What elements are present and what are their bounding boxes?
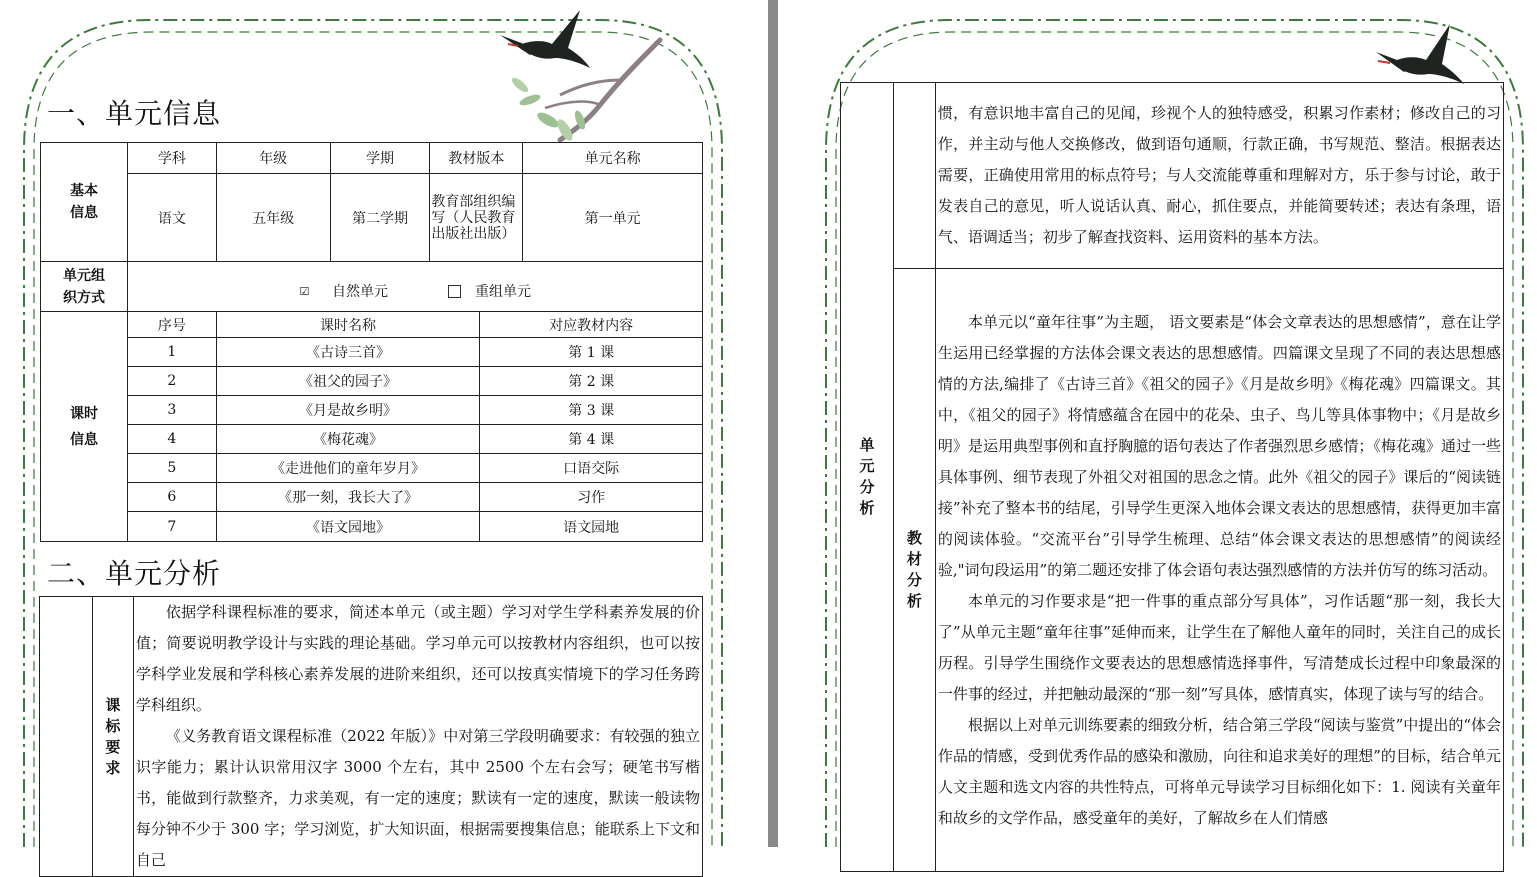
- header-subject: 学科: [127, 143, 216, 174]
- unit-info-table: [40, 142, 703, 312]
- left-page: [0, 0, 768, 869]
- regroup-unit-checkbox[interactable]: [448, 285, 461, 298]
- textbook-paragraph-2: 本单元的习作要求是“把一件事的重点部分写具体”，习作话题“那一刻，我长大了”从单元主题“童年往事”延伸而来，让学生在了解他人童年的同时，关注自己的成长历程。引导学生围绕作文要表达的思想感情选择事件，写清楚成长过程中印象最深的一件事的经过，并把触动最深的“那一刻”写具体，感情真实，体现了读与写的结合。: [937, 591, 1501, 703]
- header-textbook: 教材版本: [430, 143, 523, 174]
- continued-label-cell: [893, 83, 935, 269]
- header-lesson-name: 课时名称: [216, 312, 480, 338]
- curriculum-label: 课标要求: [105, 695, 121, 777]
- curriculum-text: [133, 597, 702, 877]
- section1-title: 一、单元信息: [47, 97, 222, 130]
- textbook-analysis-text: [935, 269, 1503, 872]
- lesson-table: [40, 311, 703, 542]
- value-unit-name: 第一单元: [523, 174, 703, 262]
- value-grade: 五年级: [216, 174, 330, 262]
- table-row: [41, 396, 703, 425]
- header-unit-name: 单元名称: [523, 143, 703, 174]
- row-name: 《走进他们的童年岁月》: [216, 454, 480, 483]
- table-row: [41, 483, 703, 512]
- header-no: 序号: [127, 312, 216, 338]
- row-name: 《语文园地》: [216, 512, 480, 542]
- natural-unit-checkbox[interactable]: ☑: [299, 285, 310, 298]
- row-content: 习作: [480, 483, 703, 512]
- value-textbook: 教育部组织编写（人民教育出版社出版）: [430, 174, 523, 262]
- textbook-analysis-label: 教材分析: [906, 529, 922, 610]
- row-name: 《梅花魂》: [216, 425, 480, 454]
- row-content: 第 1 课: [480, 338, 703, 367]
- row-content: 语文园地: [480, 512, 703, 542]
- value-semester: 第二学期: [330, 174, 430, 262]
- analysis-outer-cell: [40, 597, 93, 877]
- page-gutter: [768, 0, 778, 847]
- right-page: [778, 0, 1537, 847]
- textbook-paragraph-1: 本单元以“童年往事”为主题， 语文要素是“体会文章表达的思想感情”，意在让学生运用已经掌握的方法体会课文表达的思想感情。四篇课文呈现了不同的表达思想感情的方法,编排了《古诗三首》《祖父的园子》《月是故乡明》《梅花魂》四篇课文。其中，《祖父的园子》将情感蕴含在园中的花朵、虫子、鸟儿等具体事物中；《月是故乡明》是运用典型事例和直抒胸臆的语句表达了作者强烈思乡感情；《梅花魂》通过一些具体事例、细节表现了外祖父对祖国的思念之情。此外《祖父的园子》课后的“阅读链接”补充了整本书的结尾，引导学生更深入地体会课文表达的思想感情，获得更加丰富的阅读体验。“交流平台”引导学生梳理、总结“体会课文表达的思想感情”的阅读经验,"词句段运用”的第二题还安排了体会语句表达强烈感情的方法并仿写的练习活动。: [937, 312, 1501, 579]
- continued-text: [935, 83, 1503, 269]
- analysis-table-right: [840, 82, 1504, 872]
- regroup-unit-label: 重组单元: [474, 283, 531, 300]
- row-no: 5: [127, 454, 216, 483]
- unit-analysis-label-cell: [841, 83, 894, 872]
- curriculum-paragraph-2: 《义务教育语文课程标准（2022 年版）》中对第三学段明确要求：有较强的独立识字能力；累计认识常用汉字 3000 个左右，其中 2500 个左右会写；硬笔书写楷书，能做到行款整齐，力求美观，有一定的速度；默读有一定的速度，默读一般读物每分钟不少于 300 字；学习浏览，扩大知识面，根据需要搜集信息；能联系上下文和自己: [135, 727, 700, 869]
- organization-label: 单元组织方式: [41, 262, 128, 312]
- table-row: [41, 454, 703, 483]
- curriculum-paragraph-1: 依据学科课程标准的要求，简述本单元（或主题）学习对学生学科素养发展的价值；简要说明教学设计与实践的理论基础。学习单元可以按教材内容组织，也可以按学科学业发展和学科核心素养发展的进阶来组织，还可以按真实情境下的学习任务跨学科组织。: [135, 603, 700, 714]
- table-row: [41, 512, 703, 542]
- natural-unit-label: 自然单元: [331, 283, 388, 300]
- table-row: [41, 338, 703, 367]
- value-subject: 语文: [127, 174, 216, 262]
- continued-paragraph: 惯，有意识地丰富自己的见闻，珍视个人的独特感受，积累习作素材；修改自己的习作，并主动与他人交换修改，做到语句通顺，行款正确，书写规范、整洁。根据表达需要，正确使用常用的标点符号；与人交流能尊重和理解对方，乐于参与讨论，敢于发表自己的意见，听人说话认真、耐心，抓住要点，并能简要转述；表达有条理，语气、语调适当；初步了解查找资料、运用资料的基本方法。: [937, 104, 1501, 246]
- row-name: 《祖父的园子》: [216, 367, 480, 396]
- basic-info-label: 基本信息: [41, 143, 128, 262]
- row-no: 7: [127, 512, 216, 542]
- lesson-info-label: 课时信息: [41, 312, 128, 542]
- row-name: 《那一刻，我长大了》: [216, 483, 480, 512]
- analysis-table-left: [39, 596, 703, 877]
- row-content: 第 2 课: [480, 367, 703, 396]
- textbook-paragraph-3: 根据以上对单元训练要素的细致分析，结合第三学段“阅读与鉴赏”中提出的“体会作品的情感，受到优秀作品的感染和激励，向往和追求美好的理想”的目标，结合单元人文主题和选文内容的共性特点，可将单元导读学习目标细化如下：1. 阅读有关童年和故乡的文学作品，感受童年的美好，了解故乡在人们情感: [937, 715, 1501, 827]
- unit-analysis-label: 单元分析: [859, 436, 875, 517]
- row-name: 《古诗三首》: [216, 338, 480, 367]
- row-name: 《月是故乡明》: [216, 396, 480, 425]
- table-row: [41, 367, 703, 396]
- header-grade: 年级: [216, 143, 330, 174]
- row-content: 第 3 课: [480, 396, 703, 425]
- section2-title: 二、单元分析: [47, 557, 222, 590]
- textbook-analysis-label-cell: [893, 269, 935, 872]
- row-no: 4: [127, 425, 216, 454]
- curriculum-label-cell: [92, 597, 133, 877]
- header-content: 对应教材内容: [480, 312, 703, 338]
- row-no: 1: [127, 338, 216, 367]
- row-no: 6: [127, 483, 216, 512]
- row-content: 口语交际: [480, 454, 703, 483]
- row-no: 3: [127, 396, 216, 425]
- row-content: 第 4 课: [480, 425, 703, 454]
- table-row: [41, 425, 703, 454]
- header-semester: 学期: [330, 143, 430, 174]
- row-no: 2: [127, 367, 216, 396]
- organization-options: [127, 262, 702, 312]
